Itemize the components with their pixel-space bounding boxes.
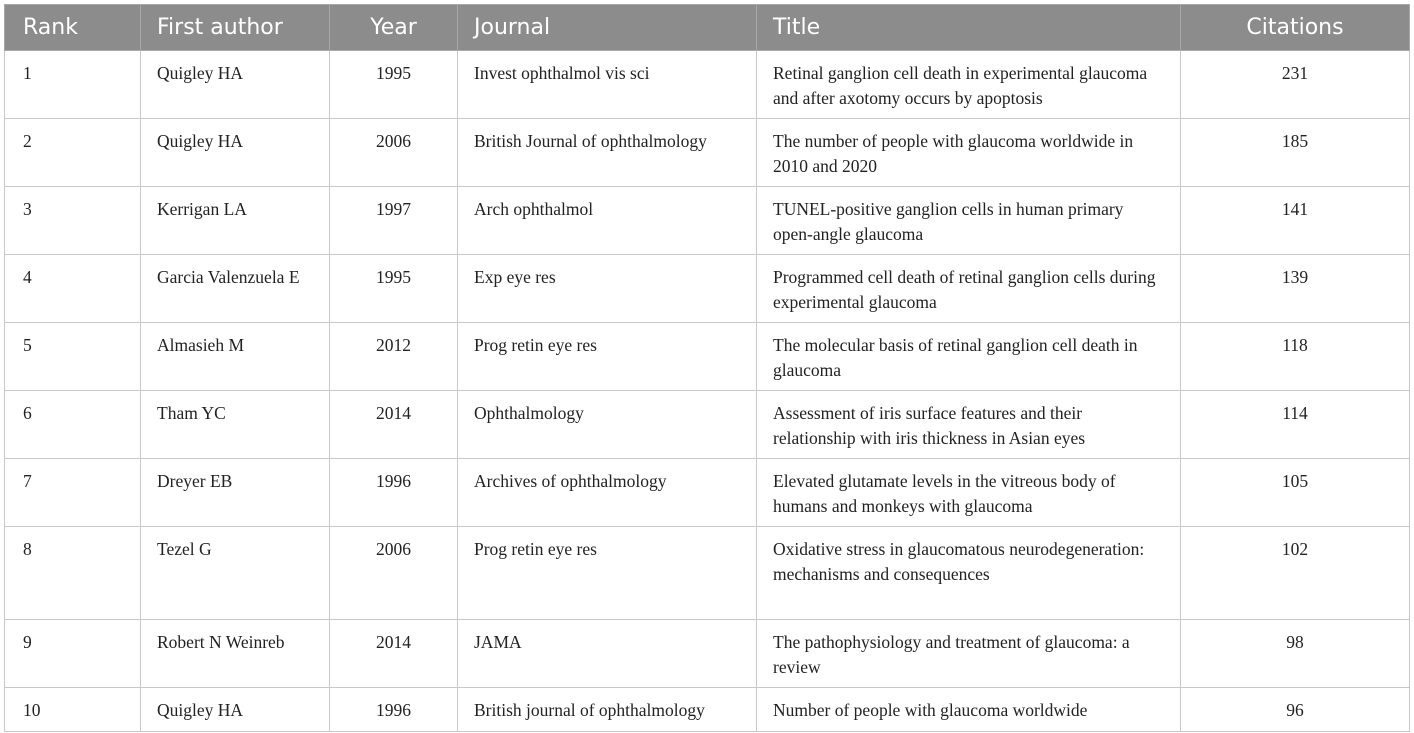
cell-journal: Prog retin eye res [458, 323, 757, 391]
cell-title: Number of people with glaucoma worldwide [757, 688, 1181, 732]
cell-journal: Ophthalmology [458, 391, 757, 459]
cell-citations: 114 [1181, 391, 1410, 459]
cell-journal: British Journal of ophthalmology [458, 119, 757, 187]
cell-year: 2006 [330, 527, 458, 620]
cell-citations: 98 [1181, 620, 1410, 688]
cell-citations: 139 [1181, 255, 1410, 323]
cell-first-author: Quigley HA [141, 119, 330, 187]
header-title: Title [757, 5, 1181, 51]
cell-journal: British journal of ophthalmology [458, 688, 757, 732]
cell-first-author: Kerrigan LA [141, 187, 330, 255]
cell-title: Retinal ganglion cell death in experimental glaucoma and after axotomy occurs by apoptosis [757, 51, 1181, 119]
cell-rank: 8 [5, 527, 141, 620]
table-row [5, 119, 1410, 187]
cell-title: The pathophysiology and treatment of glaucoma: a review [757, 620, 1181, 688]
cell-year: 1997 [330, 187, 458, 255]
table-row [5, 527, 1410, 620]
cell-year: 1996 [330, 688, 458, 732]
cell-title: Elevated glutamate levels in the vitreous body of humans and monkeys with glaucoma [757, 459, 1181, 527]
cell-year: 2014 [330, 391, 458, 459]
header-first-author: First author [141, 5, 330, 51]
cell-rank: 10 [5, 688, 141, 732]
table-row [5, 187, 1410, 255]
cell-year: 1995 [330, 51, 458, 119]
cell-first-author: Robert N Weinreb [141, 620, 330, 688]
cell-journal: Archives of ophthalmology [458, 459, 757, 527]
cell-first-author: Dreyer EB [141, 459, 330, 527]
cell-citations: 96 [1181, 688, 1410, 732]
cell-rank: 5 [5, 323, 141, 391]
cell-first-author: Quigley HA [141, 688, 330, 732]
cell-citations: 185 [1181, 119, 1410, 187]
table-header-row [5, 5, 1410, 51]
cell-rank: 2 [5, 119, 141, 187]
cell-citations: 102 [1181, 527, 1410, 620]
cell-rank: 6 [5, 391, 141, 459]
cell-year: 2012 [330, 323, 458, 391]
cell-journal: Prog retin eye res [458, 527, 757, 620]
table-row [5, 620, 1410, 688]
cell-first-author: Quigley HA [141, 51, 330, 119]
cell-year: 2014 [330, 620, 458, 688]
cell-rank: 4 [5, 255, 141, 323]
cell-title: TUNEL-positive ganglion cells in human primary open-angle glaucoma [757, 187, 1181, 255]
cell-rank: 7 [5, 459, 141, 527]
cell-year: 1996 [330, 459, 458, 527]
table-row [5, 323, 1410, 391]
table-row [5, 391, 1410, 459]
cell-title: The molecular basis of retinal ganglion cell death in glaucoma [757, 323, 1181, 391]
cell-title: Programmed cell death of retinal ganglion cells during experimental glaucoma [757, 255, 1181, 323]
header-citations: Citations [1181, 5, 1410, 51]
table-row [5, 459, 1410, 527]
cell-year: 1995 [330, 255, 458, 323]
header-rank: Rank [5, 5, 141, 51]
cell-rank: 3 [5, 187, 141, 255]
header-journal: Journal [458, 5, 757, 51]
cell-title: Assessment of iris surface features and their relationship with iris thickness in Asian eyes [757, 391, 1181, 459]
table-row [5, 688, 1410, 732]
cell-rank: 9 [5, 620, 141, 688]
cell-title: Oxidative stress in glaucomatous neurodegeneration: mechanisms and consequences [757, 527, 1181, 620]
cell-year: 2006 [330, 119, 458, 187]
cell-journal: Invest ophthalmol vis sci [458, 51, 757, 119]
cell-rank: 1 [5, 51, 141, 119]
cell-title: The number of people with glaucoma worldwide in 2010 and 2020 [757, 119, 1181, 187]
cell-citations: 118 [1181, 323, 1410, 391]
cell-first-author: Tham YC [141, 391, 330, 459]
cell-first-author: Tezel G [141, 527, 330, 620]
cell-journal: Exp eye res [458, 255, 757, 323]
cell-first-author: Garcia Valenzuela E [141, 255, 330, 323]
cell-first-author: Almasieh M [141, 323, 330, 391]
cell-citations: 231 [1181, 51, 1410, 119]
cell-citations: 141 [1181, 187, 1410, 255]
cell-journal: JAMA [458, 620, 757, 688]
table-row [5, 51, 1410, 119]
header-year: Year [330, 5, 458, 51]
table-row [5, 255, 1410, 323]
cell-citations: 105 [1181, 459, 1410, 527]
citations-table [4, 4, 1410, 732]
cell-journal: Arch ophthalmol [458, 187, 757, 255]
